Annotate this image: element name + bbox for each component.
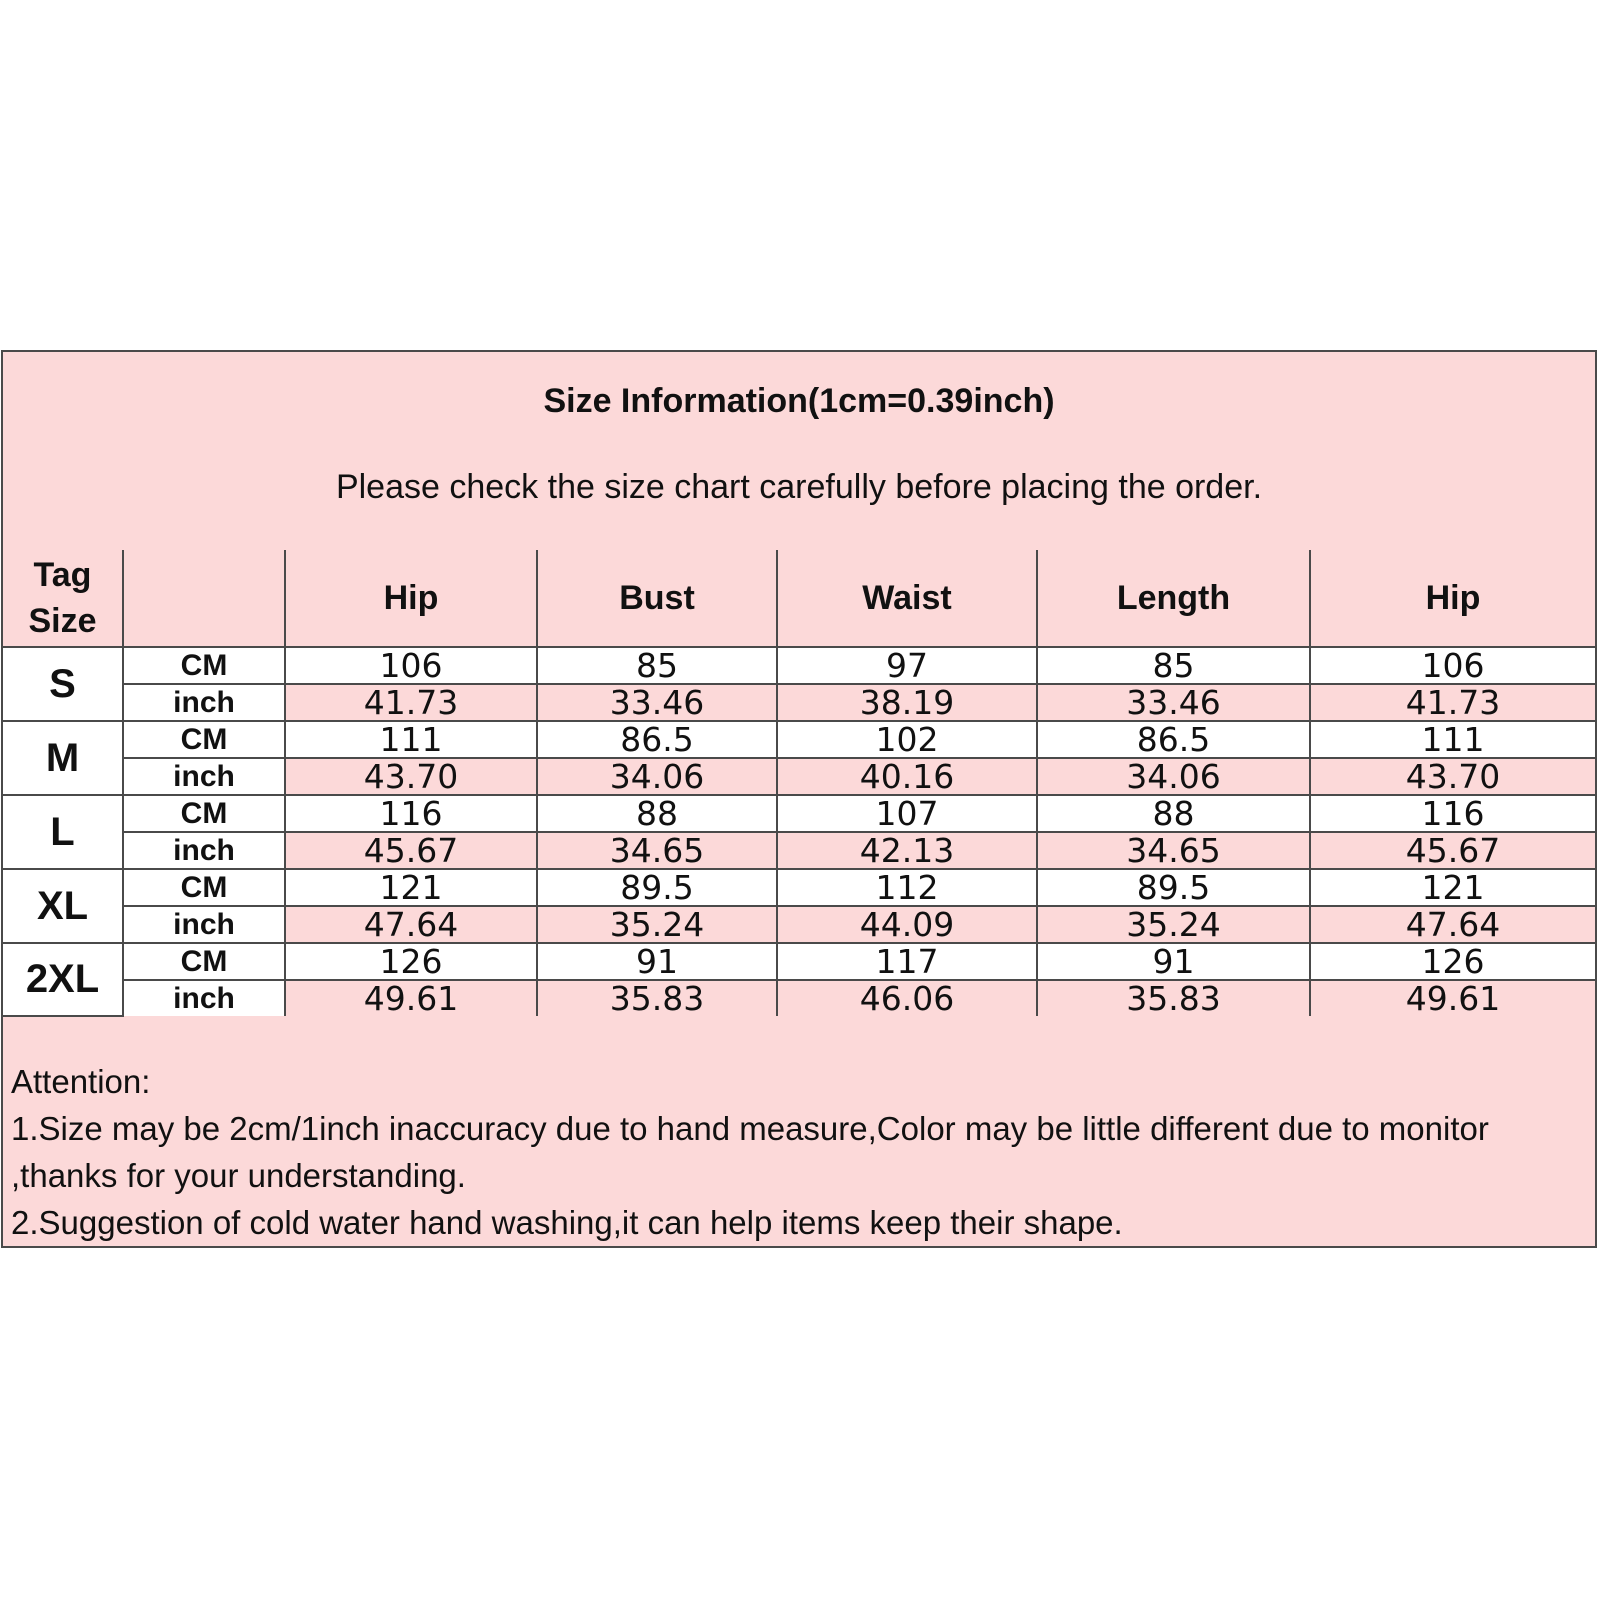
inch-value: 33.46 xyxy=(537,684,777,721)
cm-value: 126 xyxy=(285,943,537,980)
cm-value: 117 xyxy=(777,943,1037,980)
chart-subtitle: Please check the size chart carefully before placing the order. xyxy=(335,468,1263,506)
size-label: 2XL xyxy=(3,943,123,1016)
cm-value: 86.5 xyxy=(1037,721,1310,758)
chart-title: Size Information(1cm=0.39inch) xyxy=(543,382,1055,420)
unit-label: inch xyxy=(123,684,285,721)
inch-value: 40.16 xyxy=(777,758,1037,795)
table-row xyxy=(3,684,1595,721)
size-label: M xyxy=(3,721,123,795)
inch-value: 34.06 xyxy=(537,758,777,795)
inch-value: 42.13 xyxy=(777,832,1037,869)
table-row xyxy=(3,647,1595,684)
inch-value: 35.83 xyxy=(537,980,777,1016)
tag-size-header-line2: Size xyxy=(28,602,97,640)
cm-value: 111 xyxy=(1310,721,1595,758)
table-row xyxy=(3,758,1595,795)
cm-value: 121 xyxy=(1310,869,1595,906)
size-label: L xyxy=(3,795,123,869)
inch-value: 38.19 xyxy=(777,684,1037,721)
cm-value: 91 xyxy=(1037,943,1310,980)
inch-value: 47.64 xyxy=(1310,906,1595,943)
inch-value: 33.46 xyxy=(1037,684,1310,721)
cm-value: 97 xyxy=(777,647,1037,684)
cm-value: 112 xyxy=(777,869,1037,906)
attention-note: 1.Size may be 2cm/1inch inaccuracy due to hand measure,Color may be little different due to monitor ,thanks for your understanding. xyxy=(11,1110,1489,1194)
table-row xyxy=(3,832,1595,869)
size-table xyxy=(3,550,1595,1017)
inch-value: 35.24 xyxy=(537,906,777,943)
unit-label: CM xyxy=(123,869,285,906)
table-row xyxy=(3,943,1595,980)
size-chart-header xyxy=(3,352,1595,552)
inch-value: 43.70 xyxy=(1310,758,1595,795)
unit-label: CM xyxy=(123,795,285,832)
cm-value: 102 xyxy=(777,721,1037,758)
cm-value: 91 xyxy=(537,943,777,980)
unit-label: inch xyxy=(123,980,285,1016)
inch-value: 34.65 xyxy=(537,832,777,869)
cm-value: 116 xyxy=(1310,795,1595,832)
cm-value: 126 xyxy=(1310,943,1595,980)
table-row xyxy=(3,869,1595,906)
inch-value: 49.61 xyxy=(285,980,537,1016)
column-header: Bust xyxy=(537,550,777,647)
unit-label: inch xyxy=(123,758,285,795)
unit-label: inch xyxy=(123,832,285,869)
unit-label: CM xyxy=(123,943,285,980)
cm-value: 111 xyxy=(285,721,537,758)
cm-value: 86.5 xyxy=(537,721,777,758)
cm-value: 85 xyxy=(537,647,777,684)
inch-value: 49.61 xyxy=(1310,980,1595,1016)
column-header: Waist xyxy=(777,550,1037,647)
cm-value: 88 xyxy=(1037,795,1310,832)
cm-value: 88 xyxy=(537,795,777,832)
cm-value: 106 xyxy=(1310,647,1595,684)
attention-note: 2.Suggestion of cold water hand washing,it can help items keep their shape. xyxy=(11,1204,1123,1241)
cm-value: 121 xyxy=(285,869,537,906)
cm-value: 89.5 xyxy=(537,869,777,906)
inch-value: 45.67 xyxy=(1310,832,1595,869)
inch-value: 46.06 xyxy=(777,980,1037,1016)
cm-value: 116 xyxy=(285,795,537,832)
unit-header xyxy=(123,550,285,647)
inch-value: 44.09 xyxy=(777,906,1037,943)
unit-label: CM xyxy=(123,647,285,684)
attention-heading: Attention: xyxy=(11,1063,151,1100)
size-chart xyxy=(1,350,1597,1248)
column-header: Hip xyxy=(285,550,537,647)
tag-size-header-line1: Tag xyxy=(33,556,92,594)
cm-value: 85 xyxy=(1037,647,1310,684)
unit-label: CM xyxy=(123,721,285,758)
inch-value: 35.24 xyxy=(1037,906,1310,943)
table-row xyxy=(3,980,1595,1016)
table-header-row xyxy=(3,550,1595,647)
table-row xyxy=(3,906,1595,943)
column-header: Hip xyxy=(1310,550,1595,647)
cm-value: 106 xyxy=(285,647,537,684)
cm-value: 107 xyxy=(777,795,1037,832)
inch-value: 41.73 xyxy=(285,684,537,721)
size-label: XL xyxy=(3,869,123,943)
inch-value: 35.83 xyxy=(1037,980,1310,1016)
column-header: Length xyxy=(1037,550,1310,647)
tag-size-header xyxy=(3,550,123,647)
inch-value: 45.67 xyxy=(285,832,537,869)
inch-value: 34.06 xyxy=(1037,758,1310,795)
table-row xyxy=(3,721,1595,758)
table-row xyxy=(3,795,1595,832)
unit-label: inch xyxy=(123,906,285,943)
cm-value: 89.5 xyxy=(1037,869,1310,906)
attention-notes xyxy=(11,1058,1587,1246)
inch-value: 43.70 xyxy=(285,758,537,795)
inch-value: 41.73 xyxy=(1310,684,1595,721)
inch-value: 34.65 xyxy=(1037,832,1310,869)
size-label: S xyxy=(3,647,123,721)
inch-value: 47.64 xyxy=(285,906,537,943)
